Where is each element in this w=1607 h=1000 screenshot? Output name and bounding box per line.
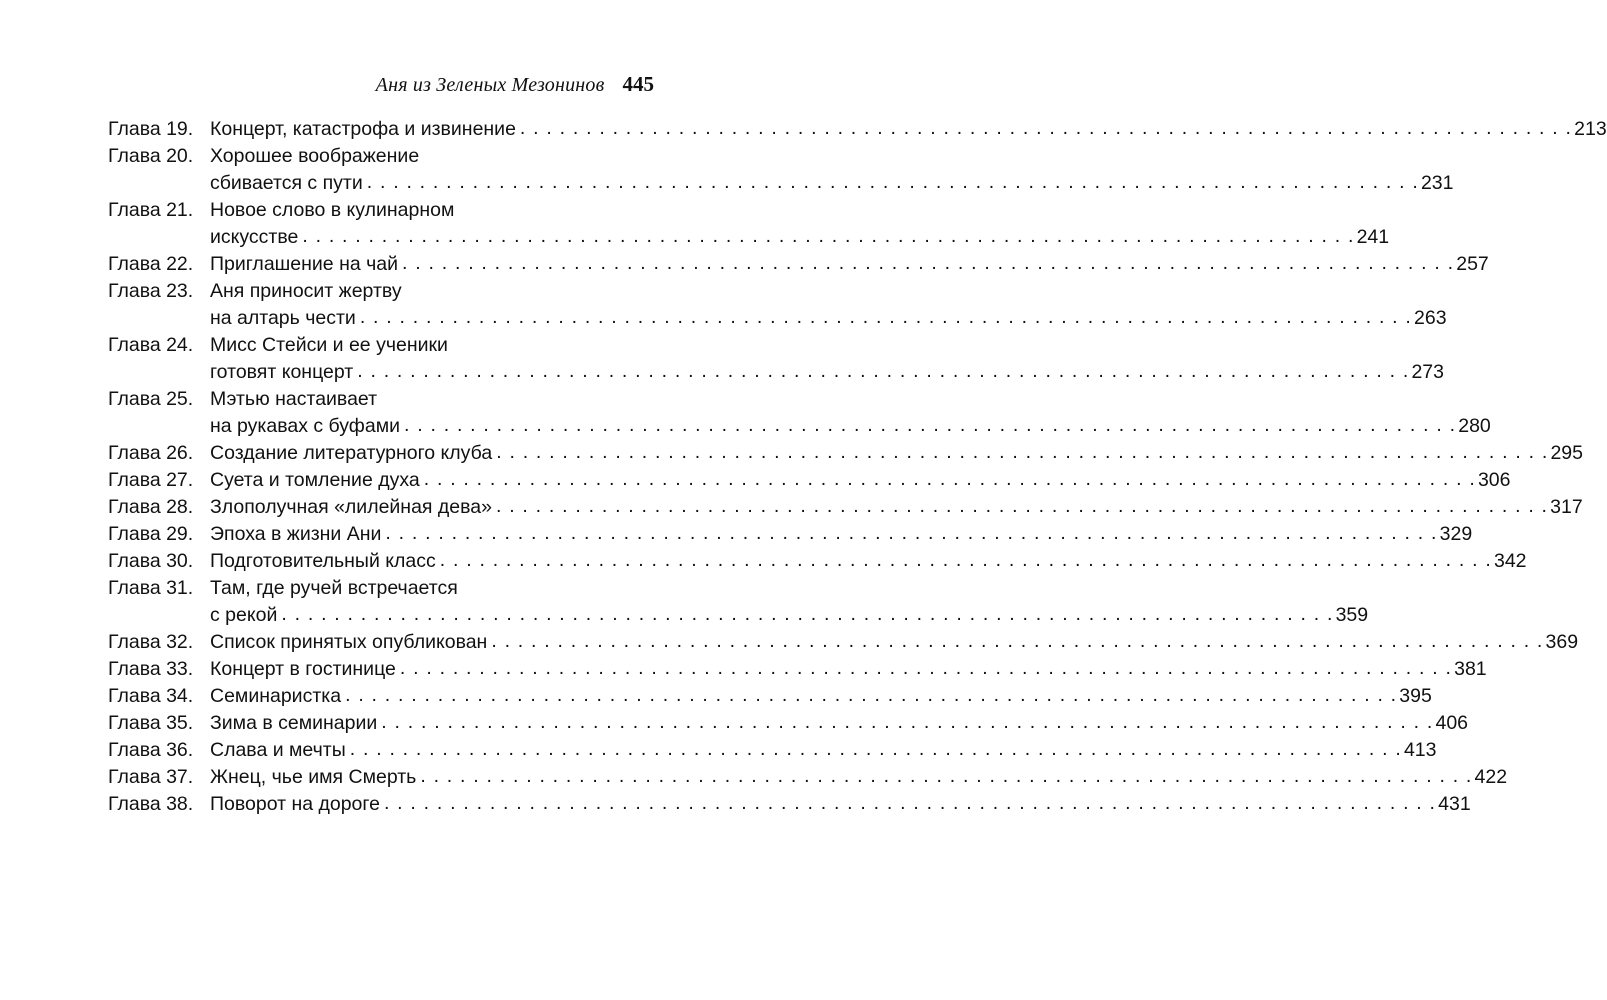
chapter-title: Злополучная «лилейная дева»: [210, 496, 492, 518]
chapter-title: Слава и мечты: [210, 739, 346, 761]
toc-entry: [108, 764, 1508, 791]
chapter-label: Глава 37.: [108, 766, 194, 788]
chapter-page-number: 306: [1477, 469, 1511, 491]
chapter-label: Глава 34.: [108, 685, 194, 707]
toc-entry: [108, 656, 1487, 683]
chapter-title: Аня приносит жертву: [210, 280, 402, 302]
chapter-label: Глава 26.: [108, 442, 194, 464]
dot-leader: . . . . . . . . . . . . . . . . . . . . . . . . . . . . . . . . . . . . . . . . . . . . . . . . . . . . . . . . . . . . . . . . . . . . . . . . . . . . . . . .: [399, 657, 1453, 679]
chapter-page-number: 317: [1550, 496, 1583, 518]
chapter-label: Глава 38.: [108, 793, 194, 815]
table-of-contents: [108, 116, 1607, 818]
chapter-title: Мэтью настаивает: [210, 388, 378, 410]
chapter-page-number: 295: [1550, 442, 1583, 464]
chapter-label: Глава 33.: [108, 658, 194, 680]
toc-entry: [108, 629, 1579, 656]
dot-leader: . . . . . . . . . . . . . . . . . . . . . . . . . . . . . . . . . . . . . . . . . . . . . . . . . . . . . . . . . . . . . . . . . . . . . . . . . . . . . . . .: [281, 603, 1334, 625]
chapter-title: Мисс Стейси и ее ученики: [210, 334, 448, 356]
running-header: [0, 72, 654, 97]
chapter-title: Суета и томление духа: [210, 469, 420, 491]
dot-leader: . . . . . . . . . . . . . . . . . . . . . . . . . . . . . . . . . . . . . . . . . . . . . . . . . . . . . . . . . . . . . . . . . . . . . . . . . . . . . . . .: [385, 522, 1438, 544]
chapter-title: Концерт, катастрофа и извинение: [210, 118, 516, 140]
chapter-label: Глава 32.: [108, 631, 194, 653]
chapter-label: Глава 24.: [108, 334, 194, 356]
chapter-title: Концерт в гостинице: [210, 658, 396, 680]
chapter-title: Жнец, чье имя Смерть: [210, 766, 417, 788]
chapter-title: Поворот на дороге: [210, 793, 380, 815]
chapter-page-number: 406: [1435, 712, 1469, 734]
toc-entry-continued: [108, 278, 654, 305]
toc-entry-continued: [108, 332, 654, 359]
toc-entry: [108, 710, 1469, 737]
dot-leader: . . . . . . . . . . . . . . . . . . . . . . . . . . . . . . . . . . . . . . . . . . . . . . . . . . . . . . . . . . . . . . . . . . . . . . . . . . . . . . . .: [519, 117, 1573, 139]
chapter-page-number: 369: [1545, 631, 1579, 653]
chapter-title: с рекой: [210, 604, 278, 626]
chapter-label: Глава 25.: [108, 388, 194, 410]
chapter-title: на алтарь чести: [210, 307, 356, 329]
toc-entry: [108, 359, 1444, 386]
chapter-page-number: 257: [1456, 253, 1489, 275]
dot-leader: . . . . . . . . . . . . . . . . . . . . . . . . . . . . . . . . . . . . . . . . . . . . . . . . . . . . . . . . . . . . . . . . . . . . . . . . . . . . . . . .: [345, 684, 1398, 706]
chapter-title: Новое слово в кулинарном: [210, 199, 455, 221]
chapter-title: Эпоха в жизни Ани: [210, 523, 382, 545]
toc-entry-continued: [108, 143, 654, 170]
dot-leader: . . . . . . . . . . . . . . . . . . . . . . . . . . . . . . . . . . . . . . . . . . . . . . . . . . . . . . . . . . . . . . . . . . . . . . . . . . . . . . . .: [495, 495, 1549, 517]
toc-entry: [108, 791, 1471, 818]
chapter-label: Глава 27.: [108, 469, 194, 491]
toc-entry-continued: [108, 575, 654, 602]
chapter-page-number: 431: [1438, 793, 1471, 815]
chapter-title: Список принятых опубликован: [210, 631, 488, 653]
chapter-title: Хорошее воображение: [210, 145, 420, 167]
chapter-title: Подготовительный класс: [210, 550, 436, 572]
chapter-page-number: 273: [1411, 361, 1444, 383]
toc-entry: [108, 413, 1491, 440]
chapter-page-number: 263: [1414, 307, 1447, 329]
dot-leader: . . . . . . . . . . . . . . . . . . . . . . . . . . . . . . . . . . . . . . . . . . . . . . . . . . . . . . . . . . . . . . . . . . . . . . . . . . . . . . . .: [439, 549, 1492, 571]
chapter-label: Глава 31.: [108, 577, 194, 599]
chapter-page-number: 422: [1474, 766, 1508, 788]
toc-entry: [108, 305, 1447, 332]
chapter-label: Глава 29.: [108, 523, 194, 545]
chapter-title: Семинаристка: [210, 685, 342, 707]
toc-entry-continued: [108, 197, 654, 224]
chapter-title: Приглашение на чай: [210, 253, 399, 275]
chapter-page-number: 280: [1458, 415, 1491, 437]
toc-entry: [108, 251, 1489, 278]
toc-entry: [108, 548, 1527, 575]
chapter-title: Создание литературного клуба: [210, 442, 493, 464]
dot-leader: . . . . . . . . . . . . . . . . . . . . . . . . . . . . . . . . . . . . . . . . . . . . . . . . . . . . . . . . . . . . . . . . . . . . . . . . . . . . . . . .: [381, 711, 1434, 733]
page-number: 445: [622, 72, 654, 96]
chapter-label: Глава 23.: [108, 280, 194, 302]
dot-leader: . . . . . . . . . . . . . . . . . . . . . . . . . . . . . . . . . . . . . . . . . . . . . . . . . . . . . . . . . . . . . . . . . . . . . . . . . . . . . . . .: [402, 252, 1455, 274]
chapter-label: Глава 19.: [108, 118, 194, 140]
dot-leader: . . . . . . . . . . . . . . . . . . . . . . . . . . . . . . . . . . . . . . . . . . . . . . . . . . . . . . . . . . . . . . . . . . . . . . . . . . . . . . . .: [496, 441, 1549, 463]
toc-entry: [108, 170, 1454, 197]
toc-entry-continued: [108, 386, 654, 413]
toc-entry: [108, 602, 1369, 629]
chapter-page-number: 359: [1335, 604, 1369, 626]
toc-entry: [108, 737, 1437, 764]
running-title: Аня из Зеленых Мезонинов: [375, 74, 605, 96]
chapter-label: Глава 30.: [108, 550, 194, 572]
chapter-title: Зима в семинарии: [210, 712, 378, 734]
chapter-title: на рукавах с буфами: [210, 415, 400, 437]
chapter-label: Глава 21.: [108, 199, 194, 221]
dot-leader: . . . . . . . . . . . . . . . . . . . . . . . . . . . . . . . . . . . . . . . . . . . . . . . . . . . . . . . . . . . . . . . . . . . . . . . . . . . . . . . .: [423, 468, 1476, 490]
chapter-title: Там, где ручей встречается: [210, 577, 458, 599]
chapter-page-number: 329: [1439, 523, 1473, 545]
chapter-label: Глава 20.: [108, 145, 194, 167]
toc-entry: [108, 521, 1473, 548]
toc-entry: [108, 116, 1607, 143]
chapter-page-number: 241: [1356, 226, 1390, 248]
dot-leader: . . . . . . . . . . . . . . . . . . . . . . . . . . . . . . . . . . . . . . . . . . . . . . . . . . . . . . . . . . . . . . . . . . . . . . . . . . . . . . . .: [357, 360, 1410, 382]
dot-leader: . . . . . . . . . . . . . . . . . . . . . . . . . . . . . . . . . . . . . . . . . . . . . . . . . . . . . . . . . . . . . . . . . . . . . . . . . . . . . . . .: [404, 414, 1457, 436]
toc-entry: [108, 224, 1390, 251]
chapter-page-number: 231: [1420, 172, 1454, 194]
dot-leader: . . . . . . . . . . . . . . . . . . . . . . . . . . . . . . . . . . . . . . . . . . . . . . . . . . . . . . . . . . . . . . . . . . . . . . . . . . . . . . . .: [491, 630, 1544, 652]
toc-entry: [108, 683, 1432, 710]
dot-leader: . . . . . . . . . . . . . . . . . . . . . . . . . . . . . . . . . . . . . . . . . . . . . . . . . . . . . . . . . . . . . . . . . . . . . . . . . . . . . . . .: [349, 738, 1402, 760]
chapter-label: Глава 22.: [108, 253, 194, 275]
toc-entry: [108, 494, 1583, 521]
chapter-page-number: 342: [1493, 550, 1527, 572]
chapter-title: искусстве: [210, 226, 299, 248]
dot-leader: . . . . . . . . . . . . . . . . . . . . . . . . . . . . . . . . . . . . . . . . . . . . . . . . . . . . . . . . . . . . . . . . . . . . . . . . . . . . . . . .: [420, 765, 1473, 787]
chapter-page-number: 381: [1454, 658, 1487, 680]
chapter-label: Глава 28.: [108, 496, 194, 518]
dot-leader: . . . . . . . . . . . . . . . . . . . . . . . . . . . . . . . . . . . . . . . . . . . . . . . . . . . . . . . . . . . . . . . . . . . . . . . . . . . . . . . .: [366, 171, 1419, 193]
toc-entry: [108, 467, 1511, 494]
chapter-title: сбивается с пути: [210, 172, 363, 194]
dot-leader: . . . . . . . . . . . . . . . . . . . . . . . . . . . . . . . . . . . . . . . . . . . . . . . . . . . . . . . . . . . . . . . . . . . . . . . . . . . . . . . .: [302, 225, 1355, 247]
chapter-page-number: 213: [1574, 118, 1607, 140]
chapter-label: Глава 35.: [108, 712, 194, 734]
chapter-page-number: 413: [1403, 739, 1437, 761]
chapter-label: Глава 36.: [108, 739, 194, 761]
toc-entry: [108, 440, 1583, 467]
dot-leader: . . . . . . . . . . . . . . . . . . . . . . . . . . . . . . . . . . . . . . . . . . . . . . . . . . . . . . . . . . . . . . . . . . . . . . . . . . . . . . . .: [383, 792, 1437, 814]
chapter-title: готовят концерт: [210, 361, 354, 383]
chapter-page-number: 395: [1399, 685, 1432, 707]
dot-leader: . . . . . . . . . . . . . . . . . . . . . . . . . . . . . . . . . . . . . . . . . . . . . . . . . . . . . . . . . . . . . . . . . . . . . . . . . . . . . . . .: [359, 306, 1413, 328]
